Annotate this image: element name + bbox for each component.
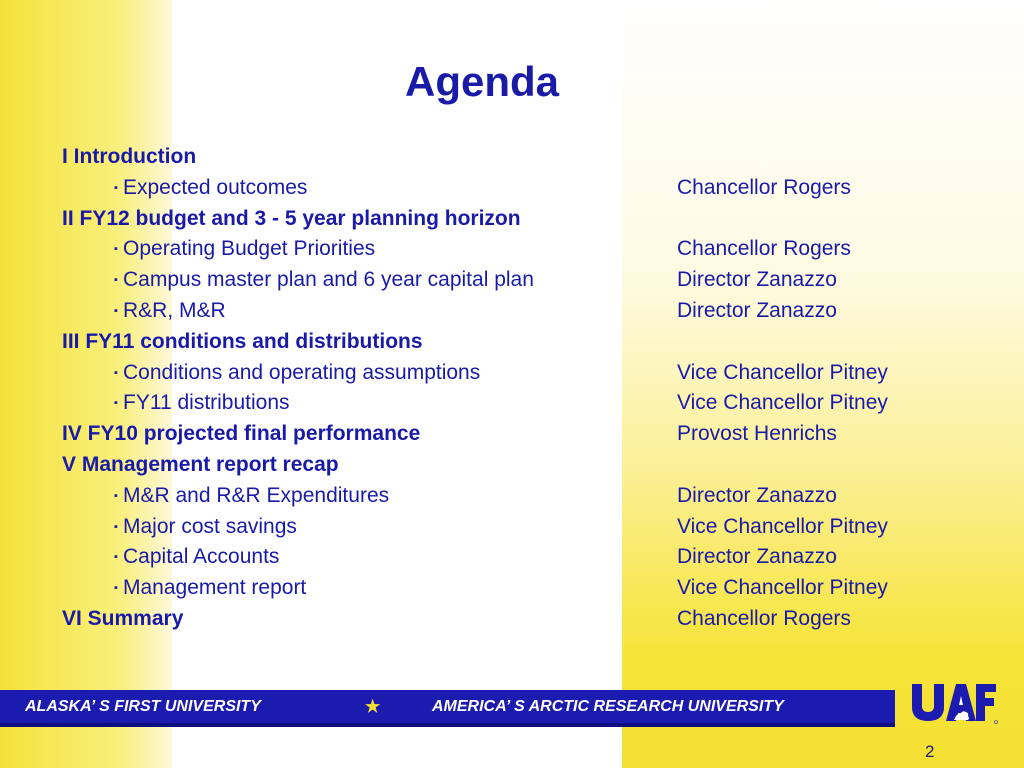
- agenda-section-row: [62, 327, 962, 358]
- agenda-presenter: Chancellor Rogers: [677, 606, 851, 630]
- star-icon: ★: [365, 697, 381, 716]
- agenda-presenter: Vice Chancellor Pitney: [677, 514, 888, 538]
- agenda-item-label: [114, 234, 375, 265]
- agenda-text: Expected outcomes: [123, 175, 308, 199]
- agenda-item-row: [62, 358, 962, 389]
- agenda-section-row: [62, 204, 962, 235]
- agenda-section-title: [62, 204, 521, 235]
- agenda-presenter: Director Zanazzo: [677, 298, 837, 322]
- agenda-item-label: [114, 173, 307, 204]
- agenda-text: III FY11 conditions and distributions: [62, 329, 423, 353]
- agenda-item-label: [114, 358, 480, 389]
- agenda-text: Management report: [123, 576, 307, 600]
- uaf-logo-icon: [910, 680, 998, 726]
- agenda-section-title: [62, 604, 183, 635]
- agenda-item-row: [62, 265, 962, 296]
- slide-title: Agenda: [404, 58, 559, 105]
- agenda-text: I Introduction: [62, 145, 197, 168]
- square-bullet-icon: ▪: [114, 520, 118, 533]
- square-bullet-icon: ▪: [114, 181, 118, 194]
- square-bullet-icon: ▪: [114, 397, 118, 410]
- agenda-presenter: Vice Chancellor Pitney: [677, 360, 888, 384]
- agenda-item-label: [114, 512, 297, 543]
- agenda-presenter: Director Zanazzo: [677, 545, 837, 569]
- agenda-section-title: [62, 142, 196, 173]
- agenda-section-row: [62, 450, 962, 481]
- square-bullet-icon: ▪: [114, 489, 118, 502]
- square-bullet-icon: ▪: [114, 274, 118, 287]
- agenda-text: Operating Budget Priorities: [123, 237, 376, 261]
- agenda-item-label: [114, 481, 389, 512]
- agenda-item-row: [62, 512, 962, 543]
- agenda-item-label: [114, 573, 306, 604]
- agenda-text: M&R and R&R Expenditures: [123, 483, 390, 507]
- agenda-text: VI Summary: [62, 606, 184, 630]
- agenda-section-title: [62, 450, 339, 481]
- agenda-presenter: Chancellor Rogers: [677, 237, 851, 261]
- square-bullet-icon: ▪: [114, 582, 118, 595]
- agenda-presenter: Vice Chancellor Pitney: [677, 391, 888, 415]
- agenda-section-row: [62, 142, 962, 173]
- agenda-item-label: [114, 542, 279, 573]
- agenda-section-title: [62, 419, 420, 450]
- agenda-text: Campus master plan and 6 year capital plan: [123, 268, 534, 292]
- agenda-text: II FY12 budget and 3 - 5 year planning horizon: [62, 206, 521, 230]
- agenda-text: FY11 distributions: [123, 391, 290, 415]
- agenda-text: R&R, M&R: [123, 298, 226, 322]
- agenda-item-row: [62, 296, 962, 327]
- agenda-item-label: [114, 265, 534, 296]
- agenda-item-row: [62, 481, 962, 512]
- agenda-text: V Management report recap: [62, 452, 339, 476]
- agenda-item-label: [114, 388, 290, 419]
- page-number: 2: [925, 742, 935, 761]
- agenda-item-row: [62, 173, 962, 204]
- agenda-section-row: [62, 419, 962, 450]
- agenda-section-title: [62, 327, 423, 358]
- agenda-item-row: [62, 573, 962, 604]
- agenda-presenter: Chancellor Rogers: [677, 175, 851, 199]
- agenda-text: Conditions and operating assumptions: [123, 360, 481, 384]
- agenda-presenter: Director Zanazzo: [677, 483, 837, 507]
- footer-right-text: AMERICA’ S ARCTIC RESEARCH UNIVERSITY: [432, 698, 784, 715]
- square-bullet-icon: ▪: [114, 304, 118, 317]
- square-bullet-icon: ▪: [114, 243, 118, 256]
- agenda-text: Major cost savings: [123, 514, 297, 538]
- footer-left-text: ALASKA’ S FIRST UNIVERSITY: [25, 698, 261, 715]
- agenda-list: [62, 142, 962, 635]
- agenda-item-row: [62, 234, 962, 265]
- agenda-presenter: Provost Henrichs: [677, 422, 837, 446]
- agenda-presenter: Director Zanazzo: [677, 268, 837, 292]
- agenda-item-row: [62, 388, 962, 419]
- footer-banner: [0, 690, 895, 727]
- agenda-item-label: [114, 296, 226, 327]
- agenda-presenter: Vice Chancellor Pitney: [677, 576, 888, 600]
- square-bullet-icon: ▪: [114, 551, 118, 564]
- agenda-item-row: [62, 542, 962, 573]
- square-bullet-icon: ▪: [114, 366, 118, 379]
- agenda-section-row: [62, 604, 962, 635]
- agenda-text: IV FY10 projected final performance: [62, 422, 421, 446]
- agenda-text: Capital Accounts: [123, 545, 280, 569]
